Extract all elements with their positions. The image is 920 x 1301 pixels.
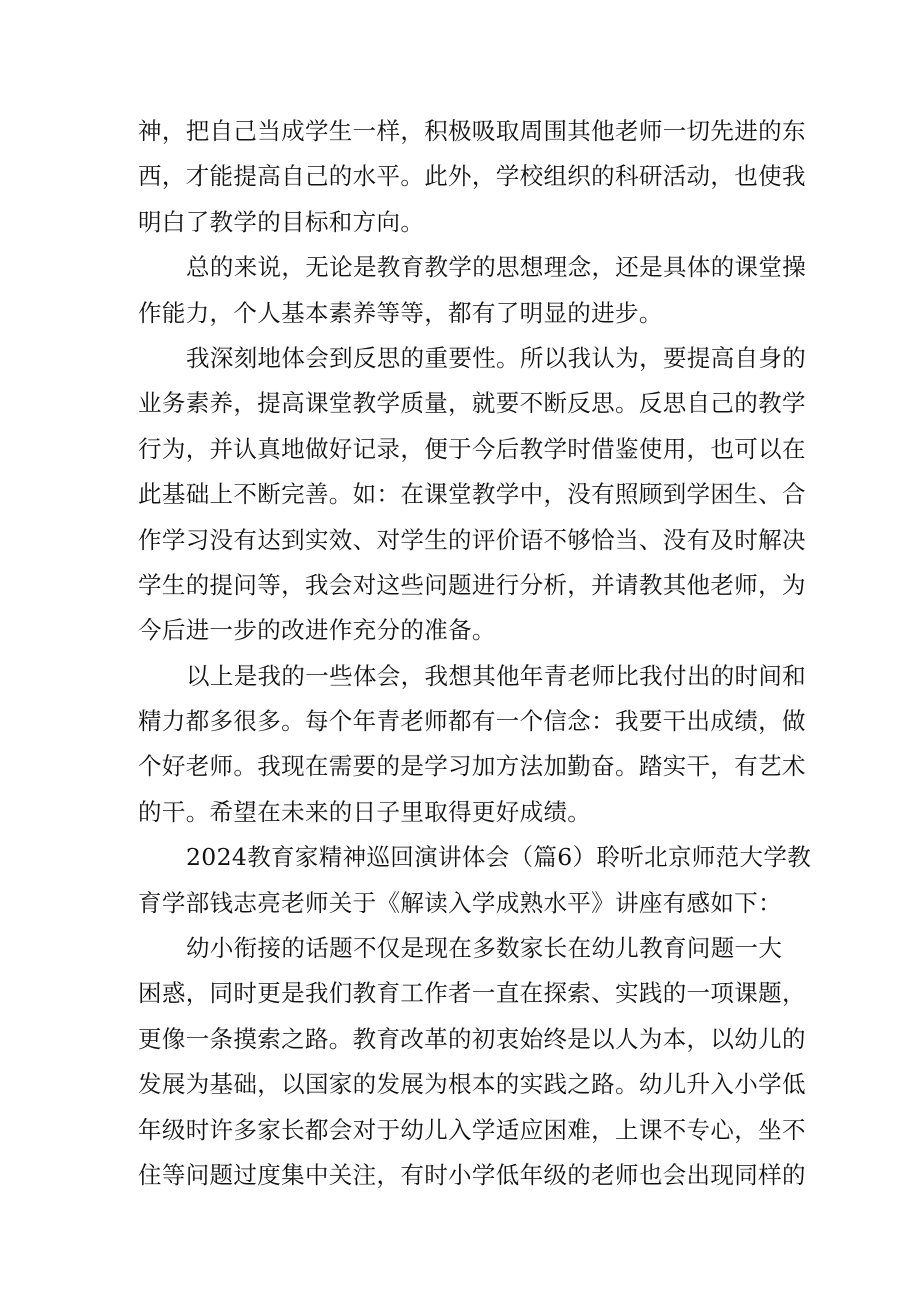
paragraph-first-line: 以上是我的一些体会，我想其他年青老师比我付出的时间和 — [186, 661, 807, 690]
text-line: 的干。希望在未来的日子里取得更好成绩。 — [138, 797, 592, 826]
paragraph-first-line: 我深刻地体会到反思的重要性。所以我认为，要提高自身的 — [186, 343, 807, 372]
text-line: 发展为基础，以国家的发展为根本的实践之路。幼儿升入小学低 — [138, 1070, 806, 1099]
text-line: 神，把自己当成学生一样，积极吸取周围其他老师一切先进的东 — [138, 117, 806, 145]
document-body — [138, 109, 812, 1198]
text-line: 此基础上不断完善。如：在课堂教学中，没有照顾到学困生、合 — [138, 480, 806, 509]
text-line: 作能力，个人基本素养等等，都有了明显的进步。 — [138, 298, 663, 327]
text-line: 明白了教学的目标和方向。 — [138, 207, 425, 236]
paragraph-first-line: 2024教育家精神巡回演讲体会（篇6）聆听北京师范大学教 — [186, 843, 812, 872]
text-line: 住等问题过度集中关注，有时小学低年级的老师也会出现同样的 — [138, 1160, 806, 1189]
text-line: 个好老师。我现在需要的是学习加方法加勤奋。踏实干，有艺术 — [138, 752, 806, 781]
text-line: 育学部钱志亮老师关于《解读入学成熟水平》讲座有感如下： — [138, 888, 782, 917]
text-line: 行为，并认真地做好记录，便于今后教学时借鉴使用，也可以在 — [138, 434, 806, 463]
text-line: 更像一条摸索之路。教育改革的初衷始终是以人为本，以幼儿的 — [138, 1024, 806, 1053]
text-line: 今后进一步的改进作充分的准备。 — [138, 616, 496, 645]
text-line: 西，才能提高自己的水平。此外，学校组织的科研活动，也使我 — [138, 162, 806, 191]
text-line: 学生的提问等，我会对这些问题进行分析，并请教其他老师，为 — [138, 570, 806, 599]
paragraph-first-line: 幼小衔接的话题不仅是现在多数家长在幼儿教育问题一大 — [186, 934, 783, 963]
text-line: 困惑，同时更是我们教育工作者一直在探索、实践的一项课题， — [138, 979, 806, 1008]
paragraph-first-line: 总的来说，无论是教育教学的思想理念，还是具体的课堂操 — [186, 253, 807, 282]
text-line: 精力都多很多。每个年青老师都有一个信念：我要干出成绩，做 — [138, 707, 806, 736]
text-line: 业务素养，提高课堂教学质量，就要不断反思。反思自己的教学 — [138, 389, 806, 418]
text-line: 作学习没有达到实效、对学生的评价语不够恰当、没有及时解决 — [138, 525, 806, 554]
text-line: 年级时许多家长都会对于幼儿入学适应困难，上课不专心，坐不 — [138, 1115, 806, 1144]
